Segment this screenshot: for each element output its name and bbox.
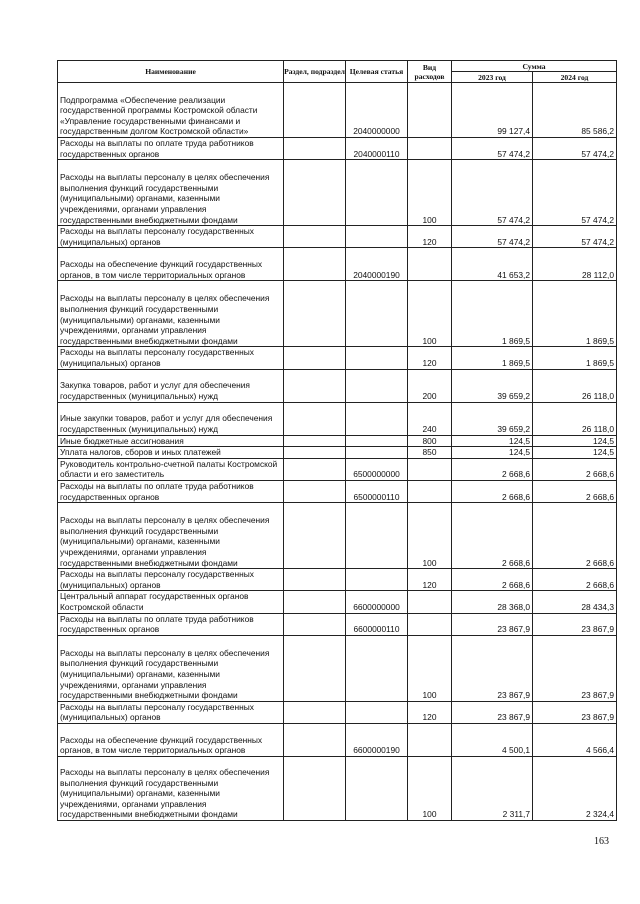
row-amount-2024: 2 668,6 (533, 480, 617, 502)
row-target-code (346, 369, 408, 402)
row-amount-2024: 23 867,9 (533, 701, 617, 723)
row-expense-kind: 200 (408, 369, 452, 402)
row-name: Иные бюджетные ассигнования (58, 435, 284, 447)
row-amount-2024: 2 668,6 (533, 503, 617, 569)
table-row (58, 138, 617, 160)
row-section (284, 447, 346, 459)
row-amount-2023: 39 659,2 (452, 402, 533, 435)
row-expense-kind (408, 723, 452, 756)
row-amount-2024: 28 112,0 (533, 248, 617, 281)
row-expense-kind (408, 613, 452, 635)
table-row (58, 347, 617, 369)
row-amount-2023: 57 474,2 (452, 226, 533, 248)
row-target-code: 2040000110 (346, 138, 408, 160)
row-target-code: 6600000110 (346, 613, 408, 635)
row-section (284, 281, 346, 347)
row-name: Центральный аппарат государственных органов Костромской области (58, 591, 284, 613)
table-row (58, 613, 617, 635)
table-body (58, 83, 617, 821)
row-amount-2023: 2 668,6 (452, 480, 533, 502)
row-name: Расходы на обеспечение функций государственных органов, в том числе территориальных органов (58, 723, 284, 756)
header-year-2024: 2024 год (533, 72, 617, 83)
row-amount-2024: 28 434,3 (533, 591, 617, 613)
row-target-code (346, 701, 408, 723)
row-amount-2024: 2 668,6 (533, 569, 617, 591)
row-amount-2024: 1 869,5 (533, 347, 617, 369)
row-amount-2024: 23 867,9 (533, 635, 617, 701)
table-row (58, 591, 617, 613)
row-target-code (346, 160, 408, 226)
row-name: Расходы на выплаты по оплате труда работников государственных органов (58, 138, 284, 160)
table-row (58, 635, 617, 701)
row-section (284, 723, 346, 756)
row-section (284, 369, 346, 402)
header-sum: Сумма (452, 61, 617, 72)
row-expense-kind (408, 138, 452, 160)
table-row (58, 503, 617, 569)
row-name: Расходы на выплаты по оплате труда работников государственных органов (58, 480, 284, 502)
table-row (58, 447, 617, 459)
row-target-code (346, 435, 408, 447)
row-target-code (346, 503, 408, 569)
header-name: Наименование (58, 61, 284, 83)
row-amount-2024: 26 118,0 (533, 369, 617, 402)
row-target-code (346, 756, 408, 820)
row-target-code (346, 569, 408, 591)
row-name: Расходы на выплаты персоналу в целях обеспечения выполнения функций государственными (муниципальными) органами, казенными учреждениями, органами управления государственными внебюджетными фондами (58, 503, 284, 569)
row-amount-2023: 23 867,9 (452, 701, 533, 723)
row-name: Руководитель контрольно-счетной палаты Костромской области и его заместитель (58, 458, 284, 480)
row-amount-2023: 2 311,7 (452, 756, 533, 820)
row-expense-kind: 800 (408, 435, 452, 447)
row-expense-kind: 120 (408, 701, 452, 723)
row-expense-kind: 100 (408, 756, 452, 820)
row-expense-kind (408, 83, 452, 138)
table-row (58, 458, 617, 480)
row-name: Расходы на выплаты по оплате труда работников государственных органов (58, 613, 284, 635)
row-amount-2023: 2 668,6 (452, 503, 533, 569)
row-amount-2024: 1 869,5 (533, 281, 617, 347)
table-row (58, 281, 617, 347)
row-section (284, 402, 346, 435)
row-amount-2023: 23 867,9 (452, 635, 533, 701)
row-section (284, 347, 346, 369)
row-amount-2023: 1 869,5 (452, 281, 533, 347)
row-target-code (346, 347, 408, 369)
table-header (58, 61, 617, 83)
row-expense-kind: 850 (408, 447, 452, 459)
table-row (58, 248, 617, 281)
row-amount-2024: 4 566,4 (533, 723, 617, 756)
header-section: Раздел, подраздел (284, 61, 346, 83)
row-target-code (346, 281, 408, 347)
row-section (284, 756, 346, 820)
row-section (284, 569, 346, 591)
row-amount-2023: 39 659,2 (452, 369, 533, 402)
row-name: Расходы на выплаты персоналу государственных (муниципальных) органов (58, 569, 284, 591)
row-amount-2024: 57 474,2 (533, 160, 617, 226)
row-amount-2023: 124,5 (452, 447, 533, 459)
row-amount-2024: 57 474,2 (533, 138, 617, 160)
row-amount-2023: 124,5 (452, 435, 533, 447)
row-name: Расходы на выплаты персоналу в целях обеспечения выполнения функций государственными (муниципальными) органами, казенными учреждениями, органами управления государственными внебюджетными фондами (58, 635, 284, 701)
row-section (284, 83, 346, 138)
row-amount-2024: 124,5 (533, 447, 617, 459)
row-amount-2024: 57 474,2 (533, 226, 617, 248)
table-row (58, 83, 617, 138)
row-section (284, 480, 346, 502)
row-amount-2023: 1 869,5 (452, 347, 533, 369)
budget-sheet (57, 60, 617, 821)
row-amount-2023: 23 867,9 (452, 613, 533, 635)
row-expense-kind: 100 (408, 503, 452, 569)
row-amount-2023: 41 653,2 (452, 248, 533, 281)
row-name: Подпрограмма «Обеспечение реализации государственной программы Костромской области «Управление государственными финансами и государственным долгом Костромской области» (58, 83, 284, 138)
row-target-code: 6500000000 (346, 458, 408, 480)
row-name: Уплата налогов, сборов и иных платежей (58, 447, 284, 459)
row-target-code: 6600000000 (346, 591, 408, 613)
row-expense-kind: 100 (408, 635, 452, 701)
header-kind: Вид расходов (408, 61, 452, 83)
row-expense-kind (408, 480, 452, 502)
row-name: Расходы на выплаты персоналу в целях обеспечения выполнения функций государственными (муниципальными) органами, казенными учреждениями, органами управления государственными внебюджетными фондами (58, 160, 284, 226)
table-row (58, 756, 617, 820)
row-amount-2023: 2 668,6 (452, 458, 533, 480)
row-name: Закупка товаров, работ и услуг для обеспечения государственных (муниципальных) нужд (58, 369, 284, 402)
row-amount-2023: 28 368,0 (452, 591, 533, 613)
row-amount-2023: 57 474,2 (452, 138, 533, 160)
table-row (58, 226, 617, 248)
row-section (284, 635, 346, 701)
row-amount-2023: 2 668,6 (452, 569, 533, 591)
row-amount-2023: 57 474,2 (452, 160, 533, 226)
table-row (58, 569, 617, 591)
row-name: Расходы на выплаты персоналу в целях обеспечения выполнения функций государственными (муниципальными) органами, казенными учреждениями, органами управления государственными внебюджетными фондами (58, 281, 284, 347)
row-target-code: 2040000000 (346, 83, 408, 138)
table-row (58, 480, 617, 502)
row-target-code: 6500000110 (346, 480, 408, 502)
row-section (284, 138, 346, 160)
row-expense-kind: 120 (408, 347, 452, 369)
row-section (284, 160, 346, 226)
table-row (58, 402, 617, 435)
row-target-code (346, 447, 408, 459)
row-amount-2024: 2 324,4 (533, 756, 617, 820)
row-name: Расходы на выплаты персоналу государственных (муниципальных) органов (58, 226, 284, 248)
row-name: Расходы на выплаты персоналу государственных (муниципальных) органов (58, 701, 284, 723)
row-amount-2024: 2 668,6 (533, 458, 617, 480)
row-amount-2023: 4 500,1 (452, 723, 533, 756)
row-target-code: 2040000190 (346, 248, 408, 281)
row-section (284, 591, 346, 613)
table-row (58, 369, 617, 402)
row-target-code (346, 402, 408, 435)
budget-table (57, 60, 617, 821)
row-amount-2024: 85 586,2 (533, 83, 617, 138)
row-section (284, 435, 346, 447)
row-section (284, 701, 346, 723)
page-number: 163 (594, 836, 609, 847)
row-amount-2024: 26 118,0 (533, 402, 617, 435)
row-name: Расходы на выплаты персоналу в целях обеспечения выполнения функций государственными (муниципальными) органами, казенными учреждениями, органами управления государственными внебюджетными фондами (58, 756, 284, 820)
row-expense-kind: 100 (408, 281, 452, 347)
table-row (58, 435, 617, 447)
row-section (284, 503, 346, 569)
row-section (284, 248, 346, 281)
row-expense-kind (408, 591, 452, 613)
row-expense-kind (408, 248, 452, 281)
table-row (58, 723, 617, 756)
row-target-code: 6600000190 (346, 723, 408, 756)
row-name: Иные закупки товаров, работ и услуг для обеспечения государственных (муниципальных) нужд (58, 402, 284, 435)
table-row (58, 160, 617, 226)
row-expense-kind: 120 (408, 569, 452, 591)
row-amount-2023: 99 127,4 (452, 83, 533, 138)
row-expense-kind: 240 (408, 402, 452, 435)
row-target-code (346, 635, 408, 701)
row-section (284, 458, 346, 480)
row-name: Расходы на выплаты персоналу государственных (муниципальных) органов (58, 347, 284, 369)
table-row (58, 701, 617, 723)
row-amount-2024: 23 867,9 (533, 613, 617, 635)
row-target-code (346, 226, 408, 248)
row-expense-kind (408, 458, 452, 480)
row-expense-kind: 100 (408, 160, 452, 226)
row-amount-2024: 124,5 (533, 435, 617, 447)
row-expense-kind: 120 (408, 226, 452, 248)
row-name: Расходы на обеспечение функций государственных органов, в том числе территориальных органов (58, 248, 284, 281)
header-target: Целевая статья (346, 61, 408, 83)
row-section (284, 226, 346, 248)
header-year-2023: 2023 год (452, 72, 533, 83)
row-section (284, 613, 346, 635)
